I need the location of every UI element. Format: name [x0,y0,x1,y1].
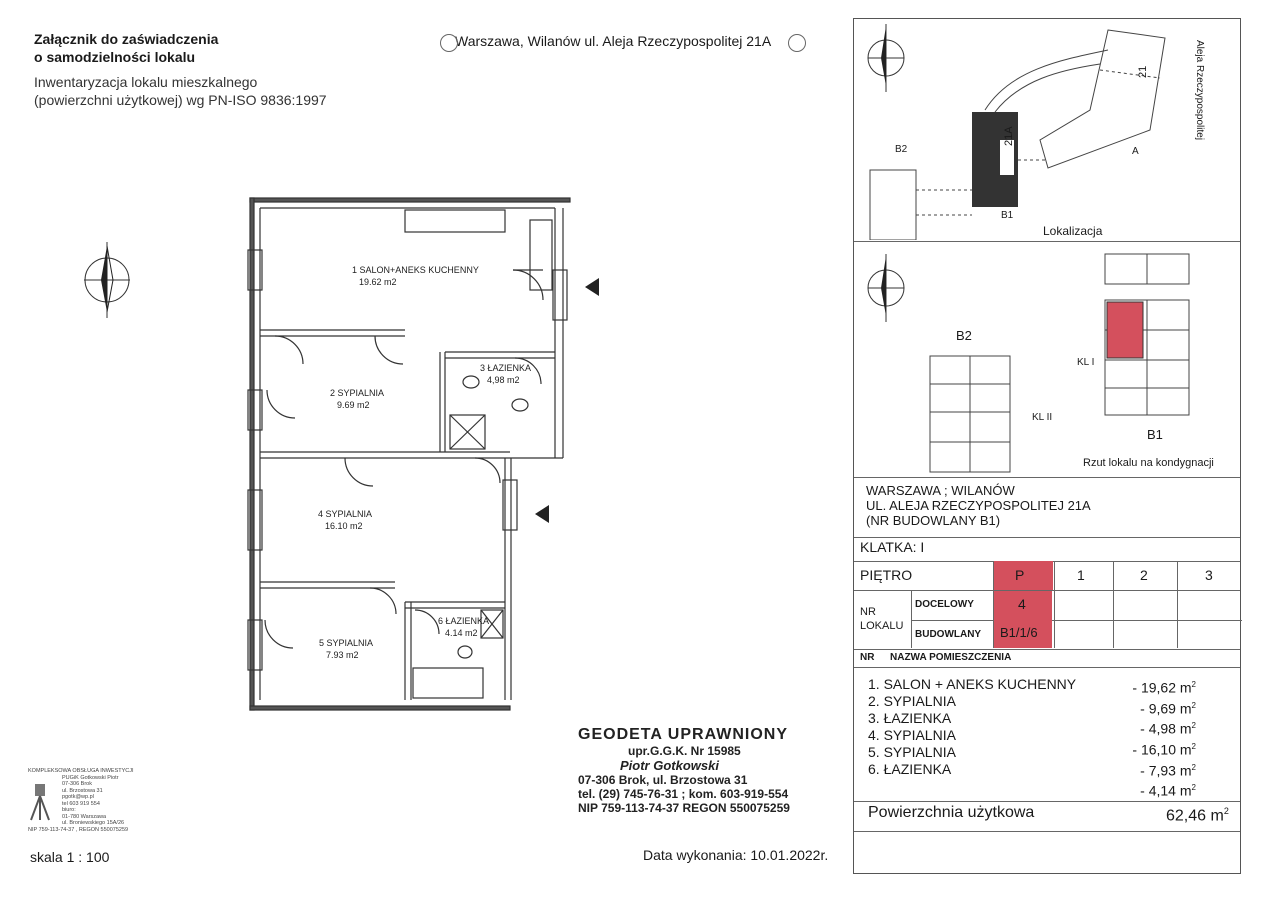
room-label-2: 2 SYPIALNIA 9.69 m2 [330,388,385,410]
surveyor-instrument-icon [28,782,52,822]
col-name: NAZWA POMIESZCZENIA [890,652,1012,663]
label-b1-plan: B1 [1147,427,1163,442]
floor-3: 3 [1205,567,1213,583]
location-map [860,20,1230,240]
list-item: 6. ŁAZIENKA [868,761,952,777]
list-item: 4. SYPIALNIA [868,727,956,743]
entrance-arrow-icon [585,278,599,296]
list-item: 5. SYPIALNIA [868,744,956,760]
floor-1: 1 [1077,567,1085,583]
label-21: 21 [1137,65,1149,78]
budowlany-value: B1/1/6 [1000,625,1038,640]
label-21a: 21A [1003,126,1015,146]
subtitle-line-1: Inwentaryzacja lokalu mieszkalnego [34,74,258,90]
title-line-1: Załącznik do zaświadczenia [34,31,219,47]
street-label: Aleja Rzeczypospolitej [1194,40,1205,141]
floor-p: P [1015,567,1025,583]
list-item: 2. SYPIALNIA [868,693,956,709]
label-kl2: KL II [1032,412,1053,423]
floorplan-caption: Rzut lokalu na kondygnacji [1083,457,1214,469]
title-line-2: o samodzielności lokalu [34,49,196,65]
punch-hole-left [440,34,458,52]
company-stamp: KOMPLEKSOWA OBSŁUGA INWESTYCJI PUGiK Gotkowski Piotr 07-306 Brok ul. Brzostowa 31 pgotk@wp.pl tel 603 919 554 biuro: 01-780 Warszawa ul. Broniewskiego 15A/26 NIP 759-113-74-37 , REGON 550075259 [28,768,134,833]
north-arrow-icon [866,250,906,326]
room-label-4: 4 SYPIALNIA 16.10 m2 [318,509,373,531]
col-nr: NR [860,652,875,663]
document-title [34,30,218,66]
total-value: 62,46 $m^2$ [1166,806,1229,825]
punch-hole-right [788,34,806,52]
location-caption: Lokalizacja [1043,224,1103,238]
label-a: A [1132,146,1139,157]
list-item: 1. SALON + ANEKS KUCHENNY [868,676,1077,692]
total-label: Powierzchnia użytkowa [868,804,1035,821]
room-label-1: 1 SALON+ANEKS KUCHENNY 19.62 m2 [352,265,479,287]
document-subtitle [34,73,327,109]
room-area-list: - 19,62 $m^2$ - 9,69 $m^2$ - 4,98 $m^2$ - 16,10 $m^2$ - 7,93 $m^2$ - 4,14 $m^2$ [1132,679,1196,799]
scale-label: skala 1 : 100 [30,849,110,865]
surveyor-stamp: GEODETA UPRAWNIONY upr.G.G.K. Nr 15985 Piotr Gotkowski 07-306 Brok, ul. Brzostowa 31 tel. (29) 745-76-31 ; kom. 603-919-554 NIP 759-113-74-37 REGON 550075259 [578,726,790,815]
address-label: Warszawa, Wilanów ul. Aleja Rzeczypospolitej 21A [455,33,772,49]
room-label-3: 3 ŁAZIENKA 4,98 m2 [480,363,532,385]
docelowy-label: DOCELOWY [915,599,974,610]
date-label: Data wykonania: 10.01.2022r. [643,847,829,863]
room-label-6: 6 ŁAZIENKA 4.14 m2 [438,616,490,638]
label-b1: B1 [1001,210,1014,221]
pietro-label: PIĘTRO [860,567,913,583]
entrance-arrow-icon [535,505,549,523]
budowlany-label: BUDOWLANY [915,629,982,640]
panel-address: WARSZAWA ; WILANÓW UL. ALEJA RZECZYPOSPOLITEJ 21A (NR BUDOWLANY B1) [866,483,1091,528]
klatka-label: KLATKA: I [860,539,925,555]
nr-lokalu-label: NR LOKALU [860,606,904,632]
label-kl1: KL I [1077,357,1095,368]
floor-2: 2 [1140,567,1148,583]
list-item: 3. ŁAZIENKA [868,710,952,726]
label-b2-plan: B2 [956,328,972,343]
room-list [868,676,1076,778]
north-arrow-icon [82,238,132,322]
room-label-5: 5 SYPIALNIA 7.93 m2 [319,638,374,660]
label-b2: B2 [895,144,908,155]
docelowy-value: 4 [1018,596,1026,612]
subtitle-line-2: (powierzchni użytkowej) wg PN-ISO 9836:1997 [34,92,327,108]
